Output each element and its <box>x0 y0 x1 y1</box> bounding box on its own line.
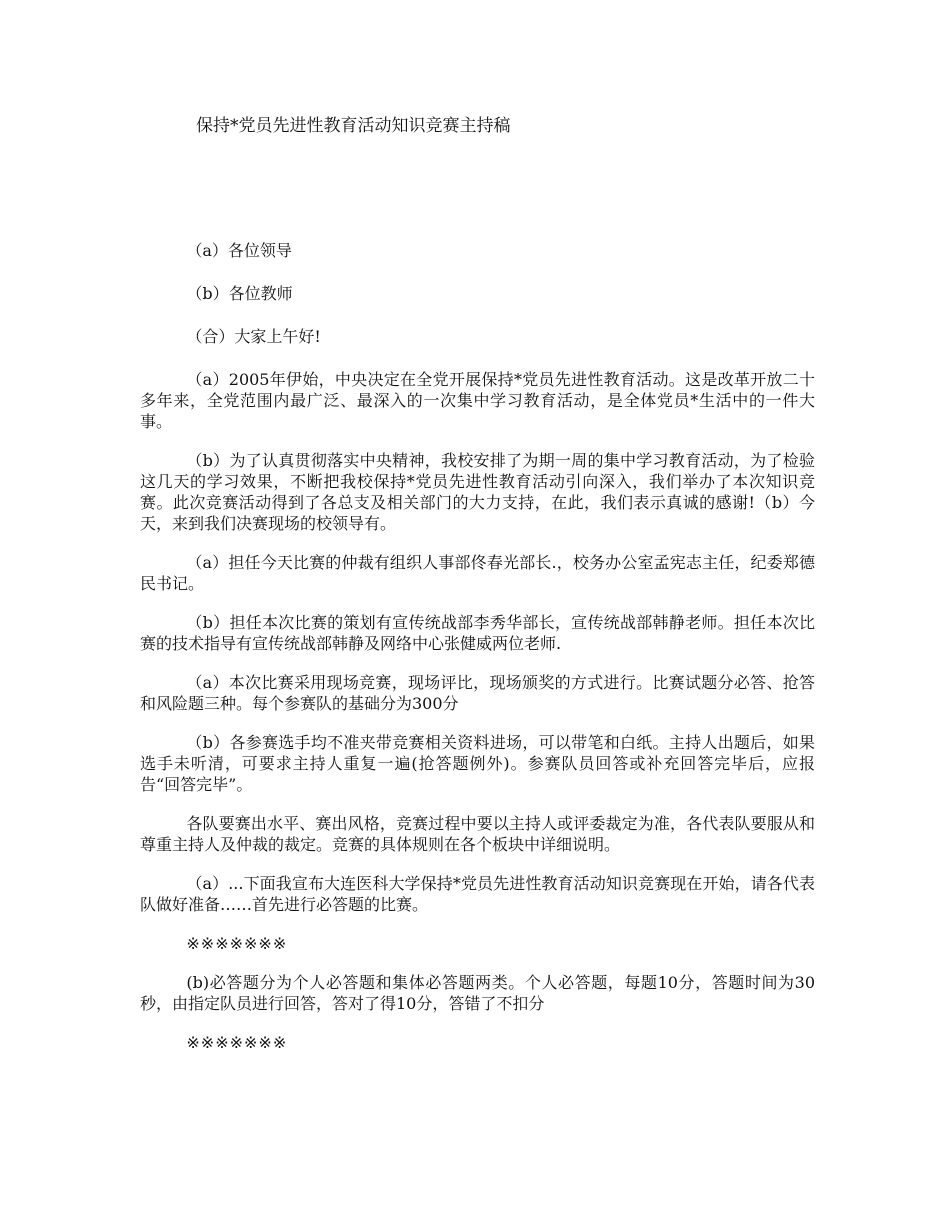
section-separator: ※※※※※※※ <box>186 1033 288 1052</box>
paragraph-greeting-leaders: （a）各位领导 <box>186 241 292 260</box>
paragraph-purpose: （b）为了认真贯彻落实中央精神，我校安排了为期一周的集中学习教育活动，为了检验这几天的学习效果，不断把我校保持*党员先进性教育活动引向深入，我们举办了本次知识竞赛。此次竞赛活动得到了各总支及相关部门的大力支持，在此，我们表示真诚的感谢!（b）今天，来到我们决赛现场的校领导有。 <box>140 451 815 533</box>
paragraph-arbitrators: （a）担任今天比赛的仲裁有组织人事部佟春光部长.，校务办公室孟宪志主任，纪委郑德民书记。 <box>140 553 815 593</box>
document-body <box>140 240 815 1071</box>
paragraph-conduct: 各队要赛出水平、赛出风格，竞赛过程中要以主持人或评委裁定为准，各代表队要服从和尊重主持人及仲裁的裁定。竞赛的具体规则在各个板块中详细说明。 <box>140 814 815 854</box>
paragraph-greeting-teachers: （b）各位教师 <box>186 284 293 303</box>
paragraph-planners: （b）担任本次比赛的策划有宣传统战部李秀华部长，宣传统战部韩静老师。担任本次比赛的技术指导有宣传统战部韩静及网络中心张健威两位老师. <box>140 613 815 653</box>
paragraph-format: （a）本次比赛采用现场竞赛，现场评比，现场颁奖的方式进行。比赛试题分必答、抢答和风险题三种。每个参赛队的基础分为300分 <box>140 673 815 713</box>
paragraph-rules: （b）各参赛选手均不准夹带竞赛相关资料进场，可以带笔和白纸。主持人出题后，如果选手未听清，可要求主持人重复一遍(抢答题例外)。参赛队员回答或补充回答完毕后，应报告“回答完毕”。 <box>140 733 815 794</box>
paragraph-greeting-all: （合）大家上午好! <box>186 327 321 346</box>
document-title: 保持*党员先进性教育活动知识竞赛主持稿 <box>196 116 511 136</box>
section-separator: ※※※※※※※ <box>186 934 288 953</box>
paragraph-required-questions: (b)必答题分为个人必答题和集体必答题两类。个人必答题，每题10分，答题时间为30秒，由指定队员进行回答，答对了得10分，答错了不扣分 <box>140 973 815 1013</box>
paragraph-introduction: （a）2005年伊始，中央决定在全党开展保持*党员先进性教育活动。这是改革开放二十多年来，全党范围内最广泛、最深入的一次集中学习教育活动，是全体党员*生活中的一件大事。 <box>140 370 815 431</box>
paragraph-announcement: （a）...下面我宣布大连医科大学保持*党员先进性教育活动知识竞赛现在开始，请各代表队做好准备……首先进行必答题的比赛。 <box>140 874 815 914</box>
